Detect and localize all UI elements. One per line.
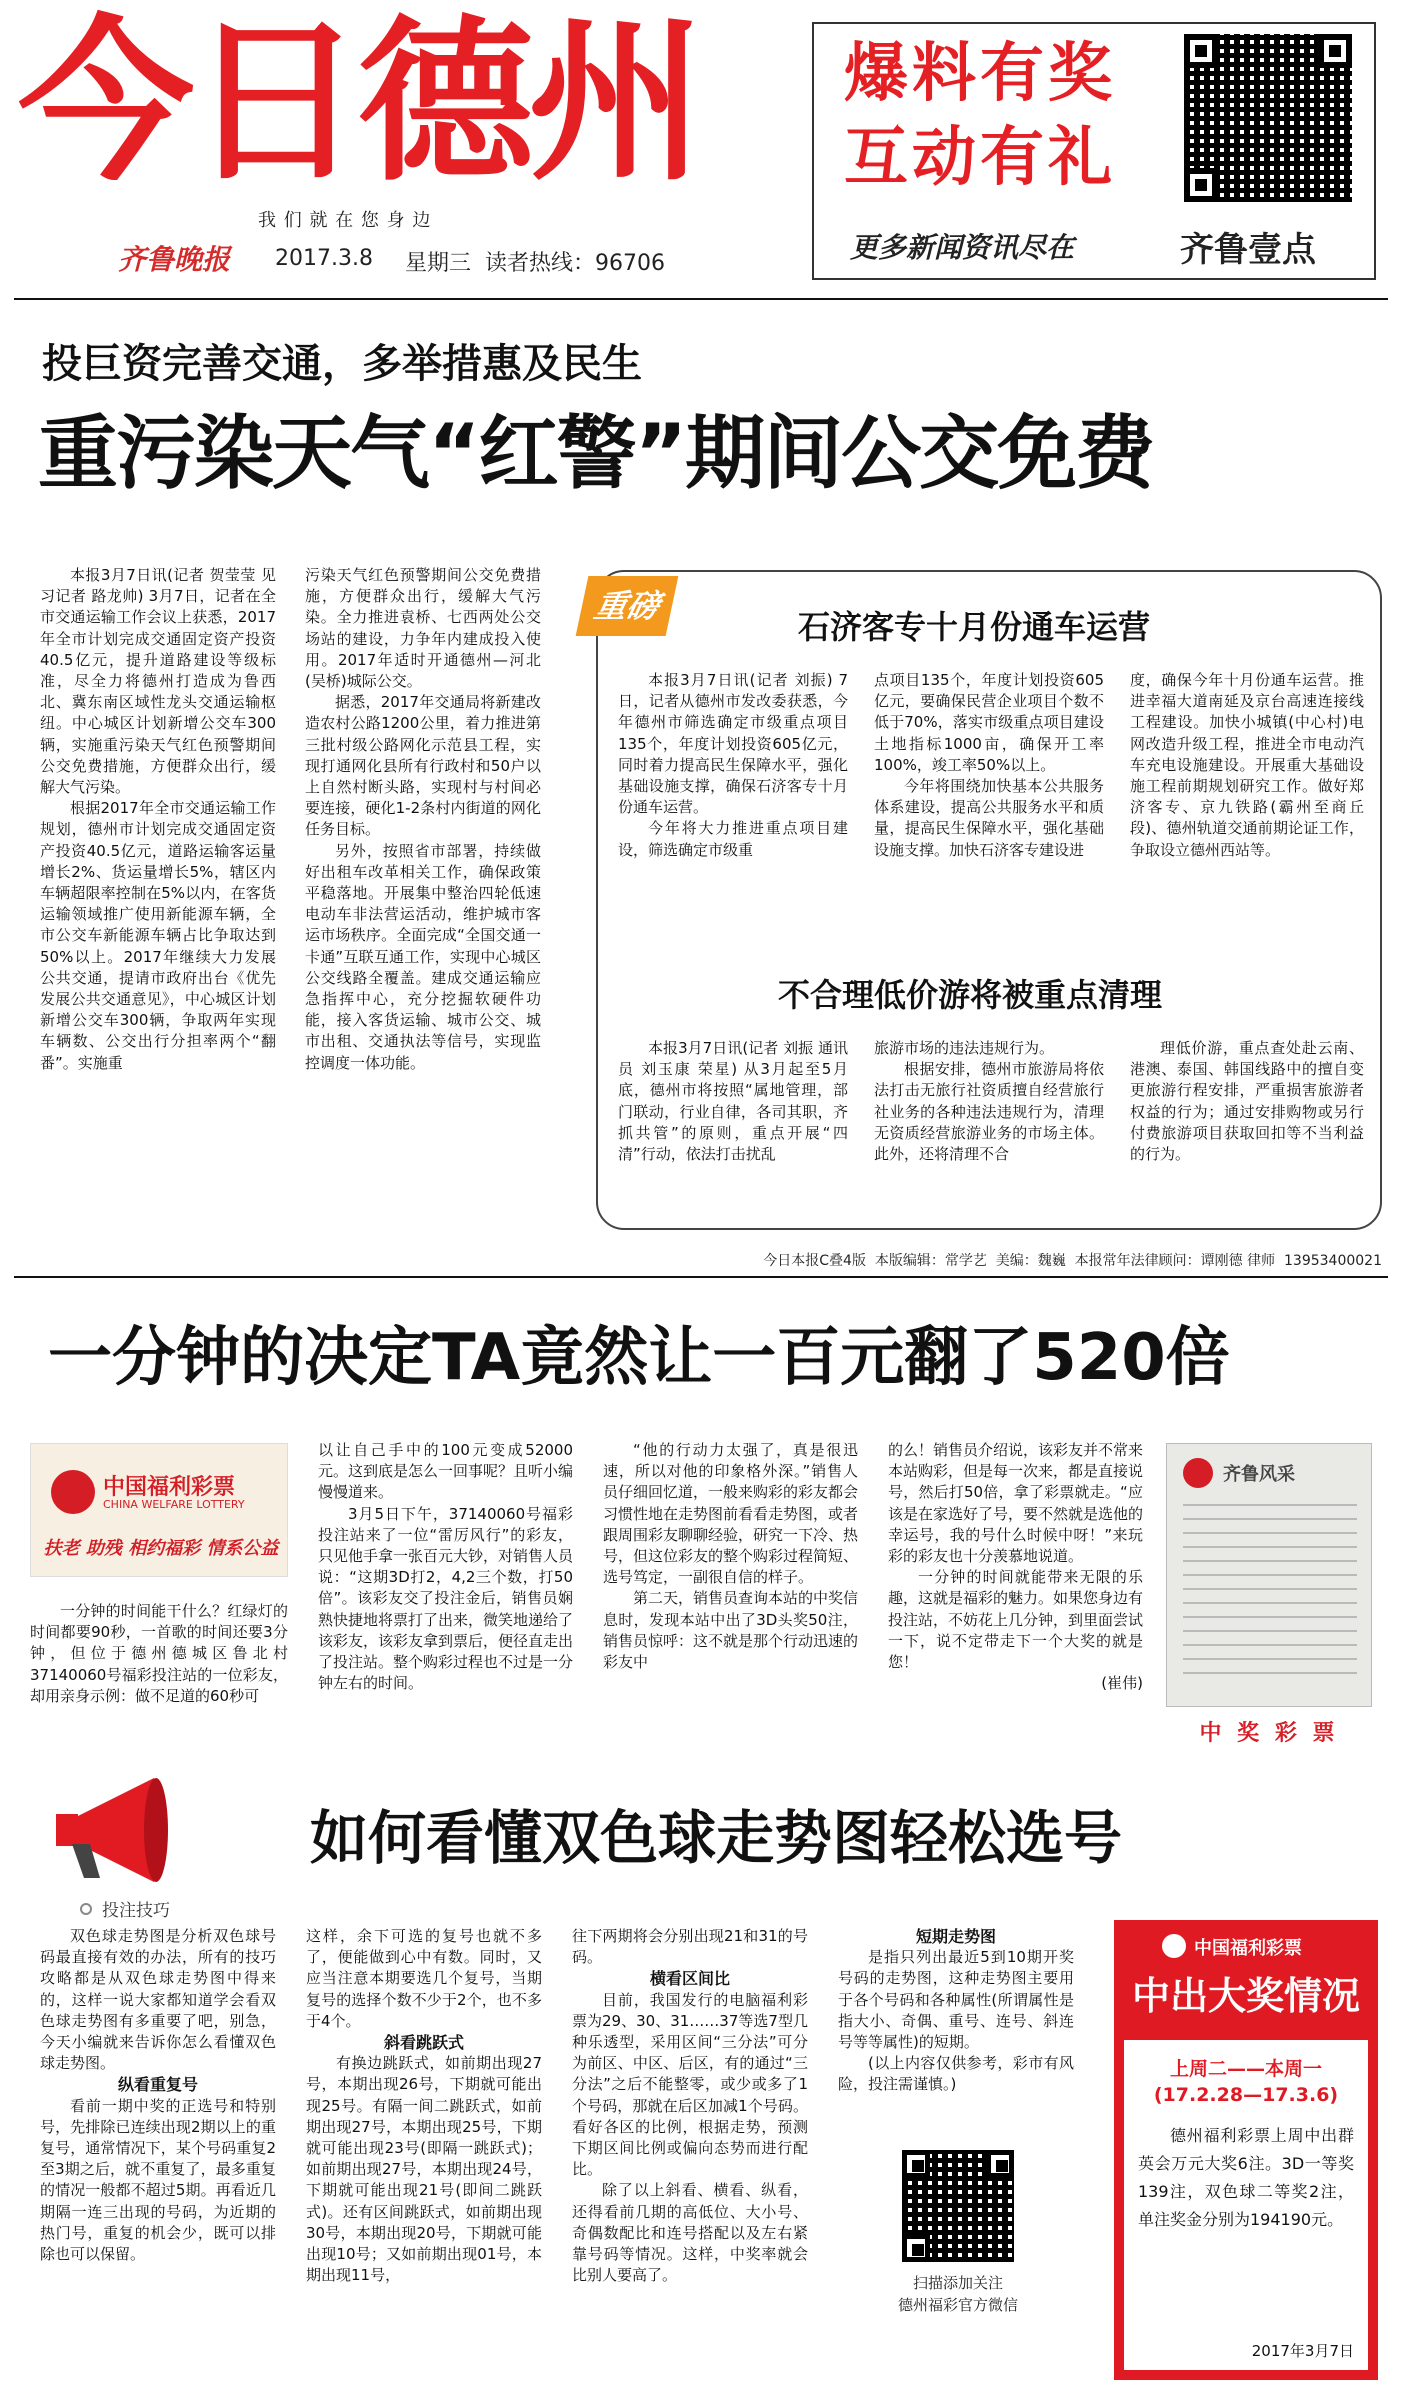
winning-ticket-photo	[1166, 1443, 1372, 1707]
issue-weekday: 星期三	[405, 251, 472, 276]
ssq-column-2	[306, 1926, 542, 2366]
ssq-tag	[80, 1896, 220, 1922]
winners-title: 中出大奖情况	[1131, 1974, 1360, 2018]
lead-paragraph: 另外，按照省市部署，持续做好出租车改革相关工作，确保政策平稳落地。开展集中整治四轮低速电动车非法营运活动，维护城市客运市场秩序。全面完成“全国交通一卡通”互联互通工作，实现中心城区公交线路全覆盖。建成交通运输应急指挥中心，充分挖掘软硬件功能，接入客货运输、城市公交、城市出租、交通执法等信号，实现监控调度一体功能。	[305, 841, 541, 1072]
story2-paragraph: 理低价游，重点查处赴云南、港澳、泰国、韩国线路中的擅自变更旅游行程安排，严重损害旅游者权益的行为；通过安排购物或另行付费旅游项目获取回扣等不当利益的行为。	[1130, 1039, 1364, 1164]
story2-column-3	[1130, 1038, 1364, 1208]
lottery-column-3	[603, 1440, 858, 1752]
ticket-title: 齐鲁风采	[1223, 1464, 1295, 1485]
lead-column-2	[305, 565, 541, 1280]
winners-logo	[1162, 1932, 1332, 1962]
lottery-paragraph: 一分钟的时间就能带来无限的乐趣，这就是福彩的魅力。如果您身边有投注站，不妨花上几分钟，到里面尝试一下，说不定带走下一个大奖的就是您！	[888, 1568, 1143, 1672]
lottery-author: (崔伟)	[1101, 1674, 1143, 1693]
featured-box	[590, 570, 1382, 1230]
story1-column-3	[1130, 670, 1364, 924]
ssq-paragraph: 双色球走势图是分析双色球号码最直接有效的办法，所有的技巧攻略都是从双色球走势图中得来的，这样一说大家都知道学会看双色球走势图有多重要了吧，别急，今天小编就来告诉你怎么看懂双色球走势图。	[40, 1927, 276, 2073]
ssq-paragraph: 看前一期中奖的正选号和特别号，先排除已连续出现2期以上的重复号，通常情况下，某个号码重复2至3期之后，就不重复了，最多重复的情况一般都不超过5期。再看近几期隔一连三出现的号码，为近期的热门号，重复的机会少，既可以排除也可以保留。	[40, 2096, 276, 2264]
lead-paragraph: 据悉，2017年交通局将新建改造农村公路1200公里，着力推进第三批村级公路网化示范县工程，实现打通网化县所有行政村和50户以上自然村断头路，实现村与村间必要连接，硬化1-2条村内街道的网化任务目标。	[305, 693, 541, 839]
welfare-lottery-logo	[30, 1443, 288, 1577]
ssq-subhead: 纵看重复号	[117, 2075, 198, 2095]
reader-hotline: 读者热线：96706	[485, 251, 665, 276]
winners-date: 2017年3月7日	[1251, 2342, 1354, 2360]
ssq-tag-label: 投注技巧	[102, 1901, 170, 1921]
promo-line-3: 更多新闻资讯尽在	[850, 231, 1075, 264]
lottery-paragraph: 以让自己手中的100元变成52000元。这到底是怎么一回事呢？且听小编慢慢道来。	[318, 1441, 573, 1502]
ssq-paragraph: 目前，我国发行的电脑福利彩票为29、30、31……37等选7型几种乐透型，采用区间“三分法”可分为前区、中区、后区，有的通过“三分法”之后不能整零，或少或多了1个号码，那就在后区加减1个号码。看好各区的比例，根据走势，预测下期区间比例或偏向态势而进行配比。	[572, 1990, 808, 2179]
megaphone-icon	[44, 1770, 194, 1890]
lottery-logo-icon	[51, 1470, 95, 1514]
qr-caption-1: 扫描添加关注	[912, 2274, 1003, 2292]
lottery-headline: 一分钟的决定TA竟然让一百元翻了520倍	[48, 1321, 1230, 1395]
lottery-logo-slogan: 扶老 助残 相约福彩 情系公益	[43, 1538, 279, 1559]
section-rule	[14, 1276, 1388, 1278]
qilu-yidian-brand: 齐鲁壹点	[1180, 230, 1316, 270]
ssq-paragraph: (以上内容仅供参考，彩市有风险，投注需谨慎。)	[838, 2054, 1074, 2094]
ticket-logo-icon	[1183, 1458, 1213, 1488]
promo-line-2: 互动有礼	[844, 121, 1116, 195]
lead-paragraph: 本报3月7日讯(记者 贺莹莹 见习记者 路龙帅) 3月7日，记者在全市交通运输工作会议上获悉，2017年全市计划完成交通固定资产投资40.5亿元，提升道路建设等级标准，尽全力将德州打造成为鲁西北、冀东南区域性龙头交通运输枢纽。中心城区计划新增公交车300辆，实施重污染天气红色预警期间公交免费措施，方便群众出行，缓解大气污染。	[40, 566, 276, 797]
wechat-qr-code-icon	[902, 2150, 1014, 2262]
story1-paragraph: 度，确保今年十月份通车运营。推进幸福大道南延及京台高速连接线工程建设。加快小城镇(中心村)电网改造升级工程，推进全市电动汽车充电设施建设。开展重大基础设施工程前期规划研究工作。做好郑济客专、京九铁路(霸州至商丘段)、德州轨道交通前期论证工作，争取设立德州西站等。	[1130, 671, 1364, 859]
story1-paragraph: 点项目135个，年度计划投资605亿元，要确保民营企业项目个数不低于70%，落实市级重点项目建设土地指标1000亩，确保开工率100%，竣工率50%以上。	[874, 671, 1104, 774]
winners-period-1: 上周二——本周一	[1169, 2058, 1322, 2080]
paper-name: 齐鲁晚报	[118, 243, 231, 276]
masthead-rule	[14, 298, 1388, 300]
ssq-subhead: 短期走势图	[915, 1927, 996, 1946]
story1-paragraph: 今年将围绕加快基本公共服务体系建设，提高公共服务水平和质量，提高民生保障水平，强化基础设施支撑。加快石济客专建设进	[874, 777, 1104, 859]
ssq-paragraph: 是指只列出最近5到10期开奖号码的走势图，这种走势图主要用于各个号码和各种属性(所谓属性是指大小、奇偶、重号、连号、斜连号等等属性)的短期。	[838, 1948, 1074, 2052]
story1-column-1	[618, 670, 848, 924]
qr-caption-2: 德州福彩官方微信	[897, 2296, 1018, 2314]
masthead-slogan: 我 们 就 在 您 身 边	[258, 210, 432, 231]
story1-paragraph: 今年将大力推进重点项目建设，筛选确定市级重	[618, 819, 848, 859]
lottery-logo-cn: 中国福利彩票	[103, 1475, 236, 1500]
lottery-column-1	[30, 1601, 288, 1751]
zhongbang-stamp: 重磅	[576, 576, 679, 636]
ticket-lines	[1183, 1504, 1357, 1684]
lottery-paragraph: 第二天，销售员查询本站的中奖信息时，发现本站中出了3D头奖50注，销售员惊呼：这不就是那个行动迅速的彩友中	[603, 1589, 858, 1672]
lottery-logo-en: CHINA WELFARE LOTTERY	[103, 1498, 245, 1511]
ssq-paragraph: 除了以上斜看、横看、纵看，还得看前几期的高低位、大小号、奇偶数配比和连号搭配以及左右紧靠号码等情况。这样，中奖率就会比别人要高了。	[572, 2181, 808, 2285]
masthead-title: 今日德州	[18, 0, 699, 205]
winners-box	[1114, 1920, 1378, 2380]
tag-dot-icon	[80, 1903, 92, 1915]
ssq-paragraph: 往下两期将会分别出现21和31的号码。	[572, 1927, 808, 1967]
lottery-column-4	[888, 1440, 1143, 1752]
lead-paragraph: 根据2017年全市交通运输工作规划，德州市计划完成交通固定资产投资40.5亿元，道路运输客运量增长2%、货运量增长5%，辖区内车辆超限率控制在5%以内，在客货运输领域推广使用新能源车辆，全市公交车新能源车辆占比争取达到50%以上。2017年继续大力发展公共交通，提请市政府出台《优先发展公共交通意见》，中心城区计划新增公交车300辆，争取两年实现车辆数、公交出行分担率两个“翻番”。实施重	[40, 799, 276, 1072]
lottery-paragraph: “他的行动力太强了，真是很迅速，所以对他的印象格外深。”销售人员仔细回忆道，一般来购彩的彩友都会习惯性地在走势图前看看走势图，或者跟周围彩友聊聊经验，研究一下冷、热号，但这位彩友的整个购彩过程简短、选号笃定，一副很自信的样子。	[603, 1441, 858, 1587]
issue-date: 2017.3.8	[275, 246, 373, 271]
story2-title: 不合理低价游将被重点清理	[778, 976, 1163, 1014]
masthead	[0, 0, 1413, 300]
story1-column-2	[874, 670, 1104, 924]
credits-line: 今日本报C叠4版 本版编辑：常学艺 美编：魏巍 本报常年法律顾问：谭刚德 律师 13953400021	[763, 1253, 1382, 1269]
lead-column-1	[40, 565, 276, 1280]
winners-logo-text: 中国福利彩票	[1194, 1938, 1302, 1959]
lottery-column-2	[318, 1440, 573, 1752]
qr-code-icon	[1184, 34, 1352, 202]
winners-panel	[1124, 2040, 1368, 2370]
lottery-paragraph: 的么！销售员介绍说，该彩友并不常来本站购彩，但是每一次来，都是直接说号，然后打50倍，拿了彩票就走。“应该是在家选好了号，要不然就是选他的幸运号，我的号什么时候中呀！”来玩彩的彩友也十分羡慕地说道。	[888, 1441, 1143, 1566]
lead-kicker: 投巨资完善交通，多举措惠及民生	[42, 341, 642, 387]
story1-paragraph: 本报3月7日讯(记者 刘振) 7日，记者从德州市发改委获悉，今年德州市筛选确定市级重点项目135个，年度计划投资605亿元，同时着力提高民生保障水平，强化基础设施支撑，确保石济客专十月份通车运营。	[618, 671, 848, 817]
ssq-column-1	[40, 1926, 276, 2366]
story2-paragraph: 本报3月7日讯(记者 刘振 通讯员 刘玉康 荣星) 从3月起至5月底，德州市将按照“属地管理，部门联动，行业自律，各司其职，齐抓共管”的原则，重点开展“四清”行动，依法打击扰乱	[618, 1039, 848, 1164]
welfare-logo-icon	[1162, 1934, 1186, 1958]
winners-period-2: (17.2.28—17.3.6)	[1153, 2084, 1339, 2106]
lead-paragraph: 污染天气红色预警期间公交免费措施，方便群众出行，缓解大气污染。全力推进袁桥、七西两处公交场站的建设，力争年内建成投入使用。2017年适时开通德州—河北(吴桥)城际公交。	[305, 566, 541, 691]
story2-column-1	[618, 1038, 848, 1208]
ssq-column-4	[838, 1926, 1074, 2106]
ssq-subhead: 斜看跳跃式	[383, 2033, 464, 2053]
winners-body: 德州福利彩票上周中出群英会万元大奖6注。3D一等奖139注，双色球二等奖2注，单注奖金分别为194190元。	[1138, 2126, 1354, 2229]
ssq-paragraph: 这样，余下可选的复号也就不多了，便能做到心中有数。同时，又应当注意本期要选几个复号，当期复号的选择个数不少于2个，也不多于4个。	[306, 1927, 542, 2030]
ssq-column-3	[572, 1926, 808, 2366]
story2-column-2	[874, 1038, 1104, 1208]
lottery-paragraph: 3月5日下午，37140060号福彩投注站来了一位“雷厉风行”的彩友，只见他手拿一张百元大钞，对销售人员说：“这期3D打2，4,2三个数，打50倍”。该彩友交了投注金后，销售员娴熟快捷地将票打了出来，微笑地递给了该彩友，该彩友拿到票后，便径直走出了投注站。整个购彩过程也不过是一分钟左右的时间。	[318, 1504, 573, 1693]
story2-paragraph: 旅游市场的违法违规行为。	[874, 1039, 1055, 1057]
story2-paragraph: 根据安排，德州市旅游局将依法打击无旅行社资质擅自经营旅行社业务的各种违法违规行为，清理无资质经营旅游业务的市场主体。此外，还将清理不合	[874, 1060, 1104, 1164]
promo-line-1: 爆料有奖	[844, 37, 1116, 111]
story1-title: 石济客专十月份通车运营	[798, 608, 1151, 646]
ssq-headline: 如何看懂双色球走势图轻松选号	[310, 1804, 1123, 1872]
ticket-caption: 中 奖 彩 票	[1199, 1721, 1339, 1746]
lottery-paragraph: 一分钟的时间能干什么？红绿灯的时间都要90秒，一首歌的时间还要3分钟，但位于德州德城区鲁北村37140060号福彩投注站的一位彩友，却用亲身示例：做不足道的60秒可	[30, 1602, 288, 1705]
ssq-subhead: 横看区间比	[649, 1969, 730, 1989]
ssq-paragraph: 有换边跳跃式，如前期出现27号，本期出现26号，下期就可能出现25号。有隔一间二跳跃式，如前期出现27号，本期出现25号，下期就可能出现23号(即隔一跳跃式)；如前期出现27号，本期出现24号，下期就可能出现21号(即间二跳跃式)。还有区间跳跃式，如前期出现30号，本期出现20号，下期就可能出现10号；又如前期出现01号，本期出现11号，	[306, 2054, 542, 2285]
promo-box	[812, 22, 1376, 280]
lead-headline: 重污染天气“红警”期间公交免费	[38, 407, 1154, 500]
